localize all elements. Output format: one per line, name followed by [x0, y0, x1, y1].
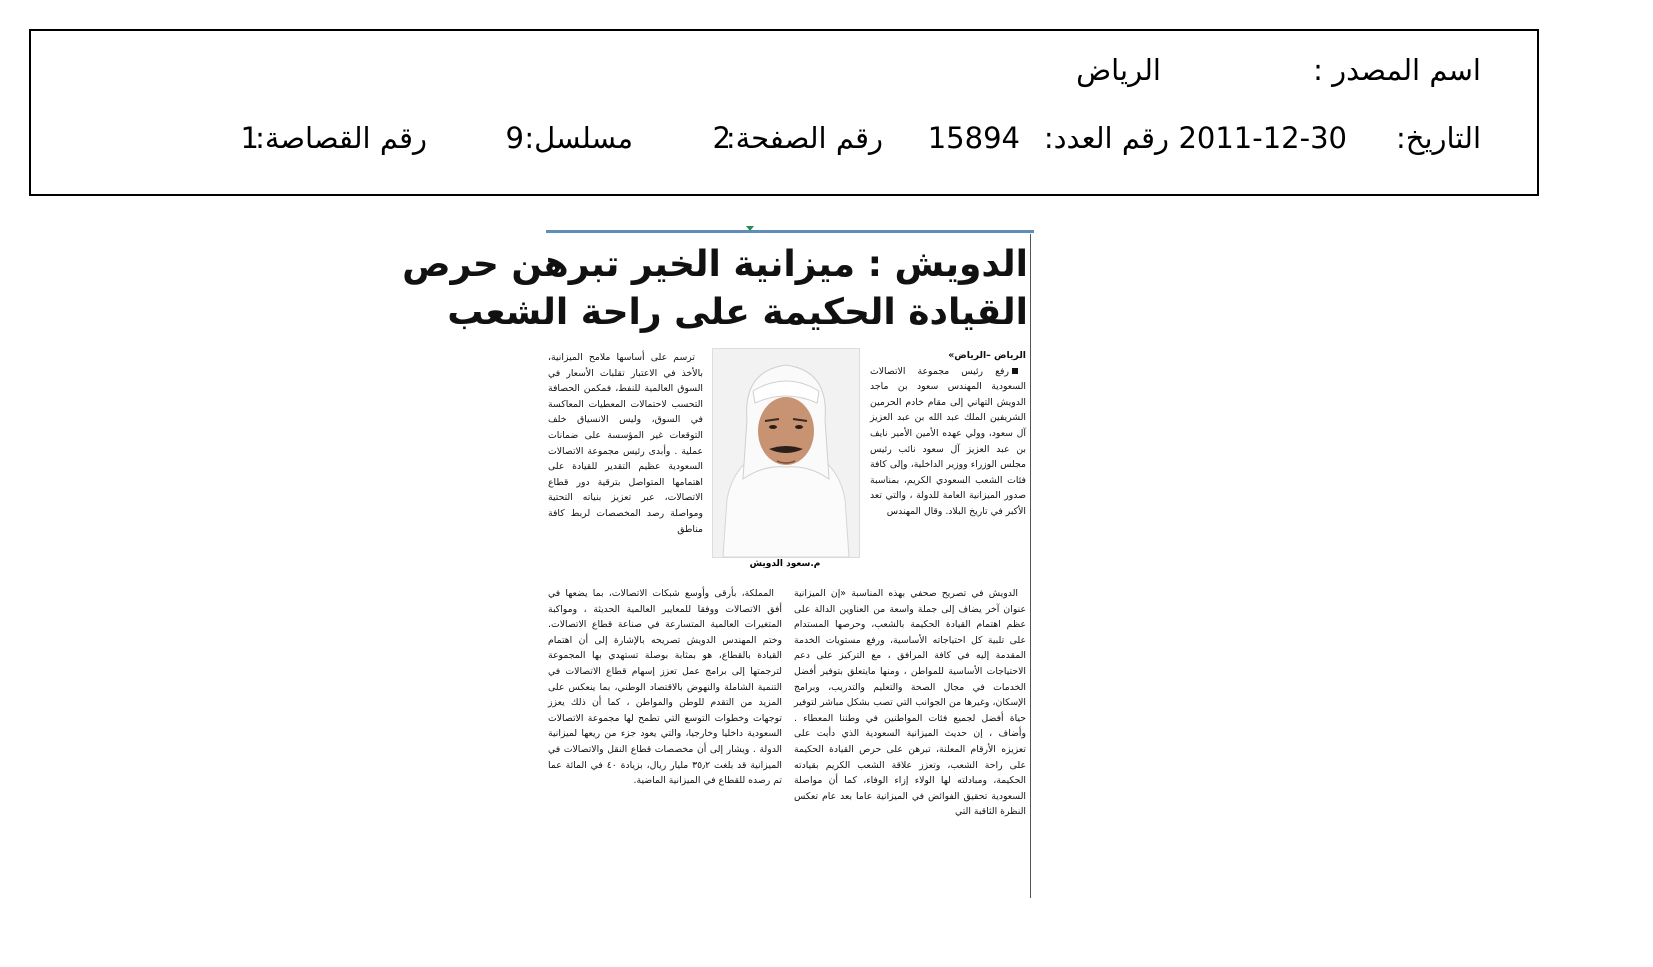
clip-label: رقم القصاصة:: [255, 121, 427, 155]
article-column-right-top: [870, 348, 1026, 578]
article-column-left-top: [548, 350, 703, 590]
source-label: اسم المصدر :: [1313, 53, 1481, 87]
bullet-square-icon: [1012, 368, 1018, 374]
issue-value: 15894: [927, 121, 1020, 155]
article-column-right-bottom: [794, 586, 1026, 896]
photo-caption: م.سعود الدويش: [749, 559, 821, 569]
date-label: التاريخ:: [1395, 121, 1481, 155]
paragraph-right-top: رفع رئيس مجموعة الاتصالات السعودية المهندس سعود بن ماجد الدويش التهاني إلى مقام خادم الحرمين الشريفين الملك عبد الله بن عبد العزيز آل سعود، وولي عهده الأمين الأمير نايف بن عبد العزيز آل سعود نائب رئيس مجلس الوزراء ووزير الداخلية، وإلى كافة فئات الشعب السعودي الكريم، بمناسبة صدور الميزانية العامة للدولة ، والتي تعد الأكبر في تاريخ البلاد. وقال المهندس: [870, 365, 1026, 517]
portrait-photo: [712, 348, 860, 558]
person-portrait-icon: [713, 349, 859, 557]
page-value: 2: [712, 121, 731, 155]
date-value: 2011-12-30: [1178, 121, 1347, 155]
serial-value: 9: [505, 121, 524, 155]
article-column-left-bottom: [548, 586, 782, 896]
paragraph-left-bottom: المملكة، بأرقى وأوسع شبكات الاتصالات، بما يضعها في أفق الاتصالات ووفقا للمعايير العالمية الحديثة ، ومواكبة المتغيرات العالمية المتسارعة في صناعة قطاع الاتصالات. وختم المهندس الدويش تصريحه بالإشارة إلى أن اهتمام القيادة بالقطاع، هو بمثابة بوصلة تستهدي بها المجموعة لترجمتها إلى برامج عمل تعزز إسهام قطاع الاتصالات في التنمية الشاملة والنهوض بالاقتصاد الوطني، بما ينعكس على المزيد من التقدم للوطن والمواطن ، كما أن ذلك يعزز توجهات وخطوات التوسع التي تطمح لها مجموعة الاتصالات السعودية داخليا وخارجيا، والتي يعود جزء من ريعها لميزانية الدولة . ويشار إلى أن مخصصات قطاع النقل والاتصالات في الميزانية قد بلغت ٣٥٫٢ مليار ريال، بزيادة ٤٠ في المائة عما تم رصده للقطاع في الميزانية الماضية.: [548, 588, 782, 787]
clip-value: 1: [240, 121, 259, 155]
source-value: الرياض: [1076, 53, 1161, 87]
dateline: الرياض –الرياض»: [948, 350, 1026, 361]
newspaper-clipping: [402, 224, 1034, 900]
headline-line-2: القيادة الحكيمة على راحة الشعب: [447, 292, 1028, 333]
paragraph-left-top: ترسم على أساسها ملامح الميزانية، بالأخذ في الاعتبار تقلبات الأسعار في السوق العالمية للنفط، فمكمن الحصافة التحسب لاحتمالات المعطيات المعاكسة في السوق، وليس الانسياق خلف التوقعات غير المؤسسة على ضمانات عملية . وأبدى رئيس مجموعة الاتصالات السعودية عظيم التقدير للقيادة على اهتمامها المتواصل بترقية دور قطاع الاتصالات، عبر تعزيز بنياته التحتية ومواصلة رصد المخصصات لربط كافة مناطق: [548, 352, 703, 535]
page-label: رقم الصفحة:: [725, 121, 883, 155]
clipping-header-box: [29, 29, 1539, 196]
serial-label: مسلسل:: [524, 121, 633, 155]
issue-label: رقم العدد:: [1043, 121, 1169, 155]
top-rule: [546, 230, 1034, 233]
side-rule: [1030, 234, 1031, 898]
crop-mark-icon: [746, 226, 754, 231]
paragraph-right-bottom: الدويش في تصريح صحفي بهذه المناسبة «إن الميزانية عنوان آخر يضاف إلى جملة واسعة من العناوين الدالة على عظم اهتمام القيادة الحكيمة بالشعب، وحرصها المستدام على تلبية كل احتياجاته الأساسية، ورفع مستويات الخدمة المقدمة إليه في كافة المرافق ، مع التركيز على دعم الاحتياجات الأساسية للمواطن ، ومنها مايتعلق بتوفير أفضل الخدمات في مجال الصحة والتعليم والتدريب، وبرامج الإسكان، وغيرها من الجوانب التي تصب بشكل مباشر لتوفير حياة أفضل لجميع فئات المواطنين في وطننا المعطاء . وأضاف ، إن حديث الميزانية السعودية الذي دأبت على تعزيزه الأرقام المعلنة، تبرهن على حرص القيادة الحكيمة على راحة الشعب، وتعزز علاقة الشعب الكريم بقيادته الحكيمة، ومبادلته لها الولاء إزاء الوفاء، كما أن مواصلة السعودية تحقيق الفوائض في الميزانية عاما بعد عام تعكس النظرة الثاقبة التي: [794, 588, 1026, 818]
headline-line-1: الدويش : ميزانية الخير تبرهن حرص: [402, 244, 1028, 285]
